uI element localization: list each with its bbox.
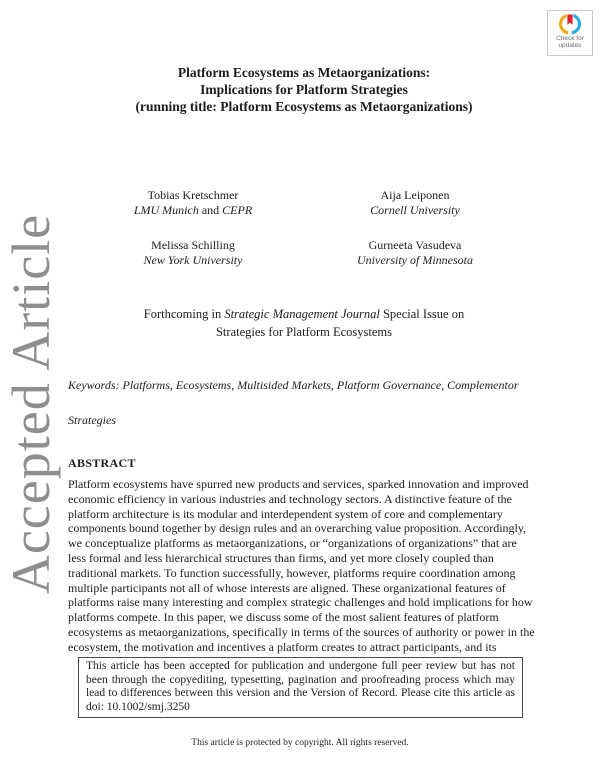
author-affiliation: Cornell University [370,203,460,217]
accepted-article-watermark [1,186,61,622]
author-name: Melissa Schilling [151,238,235,252]
title-line-1: Platform Ecosystems as Metaorganizations: [177,65,431,80]
author-block-tobias-kretschmer [68,188,318,218]
title-line-3: (running title: Platform Ecosystems as Metaorganizations) [135,99,473,114]
crossmark-logo-icon [559,13,581,35]
author-affiliation: New York University [143,253,243,267]
author-block-melissa-schilling [68,238,318,268]
forthcoming-line-2: Strategies for Platform Ecosystems [215,324,392,339]
paper-title [68,64,540,115]
copyright-footer: This article is protected by copyright. All rights reserved. [191,738,409,748]
watermark-text: Accepted Article [1,213,61,595]
journal-name: Strategic Management Journal [224,307,380,321]
forthcoming-notice [68,306,540,341]
author-name: Aija Leiponen [380,188,450,202]
author-affiliation: LMU Munich and CEPR [133,203,253,217]
keywords-line-1: Keywords: Platforms, Ecosystems, Multisided Markets, Platform Governance, Complementor [68,378,519,392]
badge-label: Check for updates [556,35,584,49]
author-name: Gurneeta Vasudeva [368,238,462,252]
author-block-aija-leiponen [305,188,525,218]
keywords-line-2: Strategies [68,413,116,427]
abstract-body: Platform ecosystems have spurred new products and services, sparked innovation and improved economic efficiency in various industries and technology sectors. A distinctive feature of the platform architecture is its modular and interdependent system of core and complementary components bound together by design rules and an overarching value proposition. Accordingly, we conceptualize platforms as metaorganizations, or “organizations of organizations” that are less formal and less hierarchical structures than firms, and yet more closely coupled than traditional markets. To function successfully, however, platforms require coordination among multiple participants not all of whose interests are aligned. These organizational features of platforms raise many interesting and complex strategic challenges and hold implications for how platforms compete. In this paper, we discuss some of the most salient features of platform ecosystems as metaorganizations, specifically in terms of the sources of authority or power in the ecosystem, the motivation and incentives a platform creates to attract participants, and its [68,477,535,654]
crossmark-check-for-updates-badge[interactable] [547,10,593,56]
abstract-heading: ABSTRACT [68,456,136,470]
forthcoming-line-1: Forthcoming in Strategic Management Journal Special Issue on [143,307,465,321]
title-line-2: Implications for Platform Strategies [200,82,408,97]
acceptance-disclaimer-box: This article has been accepted for publication and undergone full peer review but has not been through the copyediting, typesetting, pagination and proofreading process which may lead to differences between this version and the Version of Record. Please cite this article as doi: 10.1002/smj.3250 [78,657,523,718]
author-name: Tobias Kretschmer [147,188,239,202]
author-affiliation: University of Minnesota [357,253,473,267]
author-block-gurneeta-vasudeva [305,238,525,268]
